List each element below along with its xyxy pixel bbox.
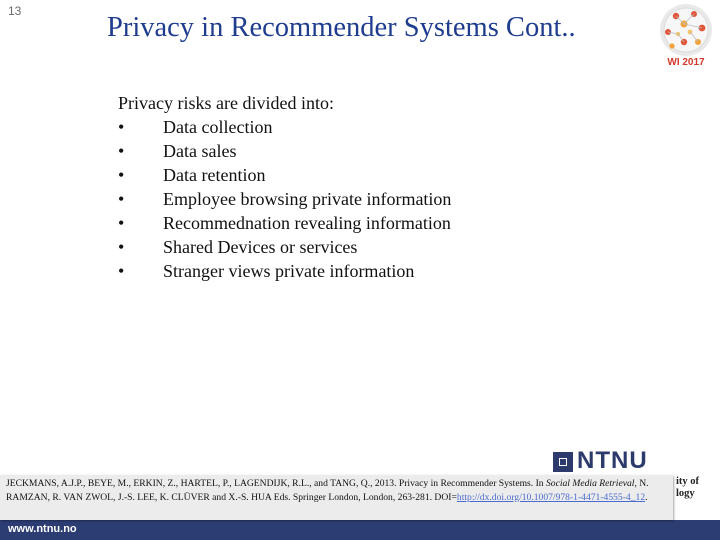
reference-book-title: Social Media Retrieval <box>545 478 635 489</box>
bullet-icon: • <box>118 261 125 281</box>
reference-doi-link[interactable]: http://dx.doi.org/10.1007/978-1-4471-4555-4_12 <box>456 491 646 503</box>
list-item-text: Employee browsing private information <box>163 189 452 209</box>
ntnu-logo-icon <box>553 452 573 472</box>
reference-box <box>0 475 673 520</box>
wi-2017-logo <box>654 2 718 72</box>
list-item-text: Shared Devices or services <box>163 237 358 257</box>
bullet-icon: • <box>118 237 125 257</box>
university-fragment-line1: ity of <box>676 476 700 487</box>
list-item-text: Recommednation revealing information <box>163 213 451 233</box>
bullet-icon: • <box>118 117 125 137</box>
wi-logo-graphic <box>654 2 718 58</box>
list-item-text: Data retention <box>163 165 266 185</box>
list-item-text: Data sales <box>163 141 237 161</box>
list-item-text: Stranger views private information <box>163 261 415 281</box>
bullet-icon: • <box>118 165 125 185</box>
reference-details: , N. RAMZAN, R. VAN ZWOL, J.-S. LEE, K. CLÜVER and X.-S. HUA Eds. Springer London, London, 263-281. DOI= <box>6 478 649 503</box>
bullet-icon: • <box>118 213 125 233</box>
reference-end: . <box>645 491 648 503</box>
list-item-text: Data collection <box>163 117 273 137</box>
reference-text <box>6 477 668 504</box>
university-name-fragment <box>676 476 699 500</box>
university-fragment-line2: logy <box>676 488 695 499</box>
slide-number: 13 <box>8 4 22 18</box>
wi-logo-label: WI 2017 <box>667 57 705 68</box>
reference-authors: JECKMANS, A.J.P., BEYE, M., ERKIN, Z., HARTEL, P., LAGENDIJK, R.L., and TANG, Q., 2013. Privacy in Recommender Systems. In <box>6 478 546 489</box>
footer-bar <box>0 520 720 540</box>
bullet-icon: • <box>118 141 125 161</box>
ntnu-logo-text: NTNU <box>577 447 648 474</box>
intro-text: Privacy risks are divided into: <box>118 93 334 113</box>
bullet-icon: • <box>118 189 125 209</box>
footer-url: www.ntnu.no <box>8 523 77 535</box>
slide-title: Privacy in Recommender Systems Cont.. <box>107 12 576 43</box>
